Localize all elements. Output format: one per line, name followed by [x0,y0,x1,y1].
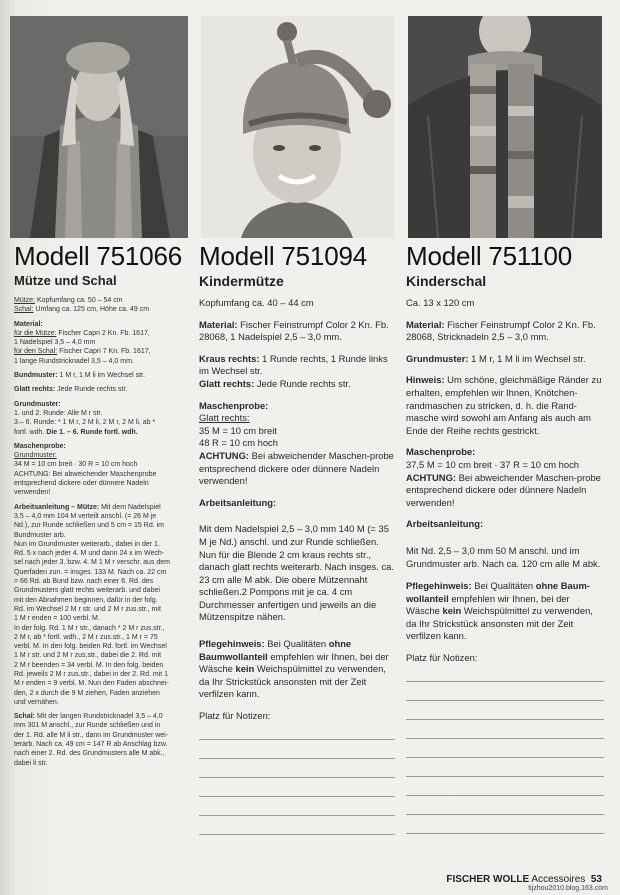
model-title: Modell 751066 [14,241,182,271]
anleitung-line: 2 M r beenden = 34 verbl. M. In den folg. beiden [14,661,164,669]
material-hat-label: für die Mütze: [14,329,57,337]
grundmuster-line3: fortl. wdh. [14,428,47,436]
footer-brand: FISCHER WOLLE [446,874,530,885]
anleitung-line: In der folg. Rd. 1 M r str., danach * 2 M r zus.str., [14,624,165,632]
probe-gauge: 37,5 M = 10 cm breit · 37 R = 10 cm hoch [406,458,579,470]
bundmuster-text: 1 M r, 1 M li im Wechsel str. [57,372,145,380]
schal-line: der 1. Rd. alle M li str., dann im Grundmuster wei- [14,731,169,739]
column-model-751100 [406,241,604,834]
pflege-label: Pflegehinweis: [406,580,472,592]
notes-label: Platz für Notizen: [199,710,271,722]
anleitung-muetze [14,503,192,708]
probe-label: Maschenprobe: [14,442,66,450]
pflege-label: Pflegehinweis: [199,638,265,650]
pflege-b2: kein [442,605,462,617]
grundmuster-text: 1 M r, 1 M li im Wechsel str. [468,352,586,364]
pflege-t2: empfehlen wir Ihnen, bei der Wäsche [406,592,570,617]
grundmuster-line2: 3.– 6. Runde: * 1 M r, 2 M li, 2 M r, 2 M li, ab * [14,419,156,427]
notes-line[interactable] [406,757,604,758]
anleitung-line: und vernähen. [14,698,59,706]
grundmuster-info [406,353,604,366]
notes-line[interactable] [199,739,395,740]
anleitung-line: M r enden = 9 verbl. M. Nun den Faden abschnei- [14,680,169,688]
model-subtitle: Kindermütze [199,273,284,289]
anleitung-text: Mit dem Nadelspiel 2,5 – 3,0 mm 140 M (= 35 M je Nd.) anschl. und zur Runde schließen. Nun für die Blende 2 cm kraus rechts str., danach glatt rechts weiterarb. Nach insges. ca. 23 cm alle M abk. Die obere Mützennaht schließen.2 Pompons mit je ca. 4 cm Durchmesser anfertigen und jeweils an die Mützenspitze nähen. [199,523,394,623]
grundmuster-label: Grundmuster: [14,400,61,408]
grundmuster-repeat: Die 1. – 6. Runde fortl. wdh. [46,428,138,436]
anleitung-line: Rd. 5 x nach jeder 4. M und dann 24 x im Wech- [14,550,165,558]
notes-line[interactable] [199,777,395,778]
probe-info [199,400,395,488]
pflege-t3: Weichspülmittel zu verwenden, da Ihr Strickstück ansonsten mit der Zeit verfilzen kann. [199,663,386,700]
material-scarf-needles: 1 lange Rundstricknadel 3,5 – 4,0 mm. [14,357,134,365]
grundmuster-label: Grundmuster: [406,352,469,364]
hinweis-label: Hinweis: [406,374,445,386]
size-info: Ca. 13 x 120 cm [406,297,475,308]
material-info [14,320,192,366]
schal-line: Mit der langen Rundstricknadel 3,5 – 4,0 [35,713,163,721]
anleitung-line: Mit dem Nadelspiel [99,503,161,511]
notes-line[interactable] [199,796,395,797]
glatt-info [14,385,192,394]
photo-child-hat [201,16,394,238]
probe-width: 35 M = 10 cm breit [199,424,277,436]
model-title: Modell 751094 [199,241,367,271]
material-info [199,319,395,344]
size-info [14,296,192,315]
anleitung-line: 2 M r, ab * fortl. wdh., 2 M r zus.str., 1 M r = 75 [14,633,158,641]
material-scarf-label: für den Schal: [14,348,58,356]
anleitung-schal [14,712,192,768]
schal-label: Schal: [14,713,36,721]
notes-line[interactable] [406,814,604,815]
hinweis-info [406,374,604,437]
anleitung-line: Querfaden zun. = insges. 133 M. Nach ca. 22 cm [14,568,167,576]
model-subtitle: Kinderschal [406,273,487,289]
anleitung-line: Nd.), zur Runde schließen und 5 cm = 15 Rd. im [14,522,164,530]
notes-line[interactable] [199,758,395,759]
size-label-scarf: Schal: [14,306,34,314]
pflege-info [199,638,395,701]
anleitung-line: Bundmuster arb. [14,531,66,539]
probe-gauge: 34 M = 10 cm breit · 30 R = 10 cm hoch [14,461,138,469]
notes-line[interactable] [406,681,604,682]
pflege-t1: Bei Qualitäten [471,580,536,592]
anleitung-line: 1 M r enden = 100 verbl. M. [14,615,100,623]
anleitung-line: Nun im Grundmuster weiterarb., dabei in der 1. [14,540,160,548]
probe-warning-3: verwenden! [14,489,51,497]
probe-warning: Bei abweichender Maschen-probe entsprechend dickere oder dünnere Nadeln verwenden! [406,471,601,508]
anleitung-label [199,497,395,510]
probe-warning-1: ACHTUNG: Bei abweichender Maschenprobe [14,470,157,478]
notes-line[interactable] [406,719,604,720]
pflege-t1: Bei Qualitäten [264,638,329,650]
probe-warning: Bei abweichender Maschen-probe entsprechend dickere oder dünnere Nadeln verwenden! [199,449,394,487]
page-number: 53 [590,874,602,885]
schal-line: terarb. Nach ca. 49 cm = 147 R ab Anschlag bzw. [14,741,168,749]
pflege-info [406,580,604,643]
probe-pattern: Grundmuster: [14,452,57,460]
notes-line[interactable] [406,795,604,796]
glatt-label: Glatt rechts: [199,377,255,389]
probe-label: Maschenprobe: [199,399,269,411]
size-label-hat: Mütze: [14,297,36,304]
page-footer [446,874,602,885]
footer-section: Accessoires [529,874,586,885]
bundmuster-info [14,371,192,380]
glatt-text: Jede Runde rechts str. [55,386,128,394]
anleitung-line: den, 2 x durch die 9 M ziehen, Faden anziehen [14,689,160,697]
pflege-b1: ohne Baumwollanteil [199,638,352,662]
grundmuster-info [14,400,192,437]
anleitung-line: = 66 Rd. ab Bund bzw. nach einer 6. Rd. des [14,578,154,586]
kraus-label: Kraus rechts: [199,352,260,364]
probe-height: 48 R = 10 cm hoch [199,437,278,449]
anleitung-line: Grundmusters glatt rechts weiterarb. und dabei [14,587,160,595]
watermark: tijzhou2010.blog.163.com [528,885,608,892]
probe-achtung: ACHTUNG: [199,449,249,461]
schal-line: dabei li str. [14,759,48,767]
probe-label: Maschenprobe: [406,446,476,458]
anleitung-line: 3,5 – 4,0 mm 104 M verteilt anschl. (= 26 M je [14,512,157,520]
anleitung-label [406,518,604,531]
model-title: Modell 751100 [406,241,573,271]
stitch-info [199,353,395,391]
notes-line[interactable] [406,700,604,701]
photo-child-scarf-image [408,16,602,238]
pflege-b2: kein [235,663,255,675]
probe-warning-2: entsprechend dickere oder dünnere Nadeln [14,480,149,488]
size-info: Kopfumfang ca. 40 – 44 cm [199,297,314,308]
material-info [406,319,604,344]
material-label: Material: [14,320,43,328]
notes-line[interactable] [199,834,395,835]
material-hat-text: Fischer Capri 2 Kn. Fb. 1617, [56,329,150,337]
notes-line[interactable] [406,738,604,739]
anleitung-text: Mit Nd. 2,5 – 3,0 mm 50 M anschl. und im Grundmuster arb. Nach ca. 120 cm alle M abk. [406,544,601,569]
anleitung-label-text: Arbeitsanleitung: [406,518,484,530]
photo-child-hat-image [201,16,394,238]
anleitung-line: Rd. im Wechsel 2 M r str. und 2 M r zus.str., mit [14,605,161,613]
material-hat-needles: 1 Nadelspiel 3,5 – 4,0 mm [14,339,96,347]
pflege-b1: ohne Baum-wollanteil [406,580,590,604]
column-model-751066 [14,241,192,773]
material-scarf-text: Fischer Capri 7 Kn. Fb. 1617, [57,348,151,356]
hinweis-text: Um schöne, gleichmäßige Ränder zu erhalten, empfehlen wir Ihnen, Knötchen-randmaschen zu stricken, d. h. die Rand-masche wird sowohl am Anfang als auch am Ende der Reihe rechts gestrickt. [406,374,602,436]
notes-line[interactable] [406,833,604,834]
material-text: Fischer Feinstrumpf Color 2 Kn. Fb. 28068, Stricknadeln 2,5 – 3,0 mm. [406,318,596,343]
probe-info [14,442,192,498]
material-text: Fischer Feinstrumpf Color 2 Kn. Fb. 28068, 1 Nadelspiel 2,5 – 3,0 mm. [199,318,389,343]
anleitung-line: sel nach jeder 3. bzw. 4. M 1 M r verschr. aus dem [14,559,171,567]
model-subtitle: Mütze und Schal [14,273,117,288]
schal-line: mm 301 M anschl., zur Runde schließen und in [14,722,161,730]
photo-woman-hat-scarf-image [10,16,188,238]
anleitung-line: verbl. M. In den folg. beiden Rd. fortl. im Wechsel [14,643,167,651]
anleitung-line: Rd. jeweils 2 M r zus.str., dabei in der 2. Rd. mit 1 [14,670,169,678]
probe-achtung: ACHTUNG: [406,471,456,483]
pflege-t2: empfehlen wir Ihnen, bei der Wäsche [199,650,389,675]
anleitung-label: Arbeitsanleitung – Mütze: [14,503,100,511]
photo-woman-hat-scarf [10,16,188,238]
size-text-hat: Kopfumfang ca. 50 – 54 cm [35,297,123,304]
kraus-text: 1 Runde rechts, 1 Runde links im Wechsel str. [199,352,388,377]
pflege-t3: Weichspülmittel zu verwenden, da Ihr Strickstück ansonsten mit der Zeit verfilzen kann. [406,605,593,642]
size-text-scarf: Umfang ca. 125 cm, Höhe ca. 49 cm [33,306,150,314]
grundmuster-line1: 1. und 2. Runde: Alle M r str. [14,409,103,417]
column-model-751094 [199,241,395,835]
anleitung-label-text: Arbeitsanleitung: [199,496,277,508]
anleitung-line: 1 M r str. und 2 M r zus.str., dabei die 2. Rd. mit [14,652,162,660]
anleitung-line: mit den Abnahmen beginnen, dafür in der folg. [14,596,158,604]
notes-label: Platz für Notizen: [406,652,478,664]
photo-child-scarf [408,16,602,238]
bundmuster-label: Bundmuster: [14,372,58,380]
glatt-text: Jede Runde rechts str. [254,377,351,389]
material-label: Material: [406,318,445,330]
notes-line[interactable] [406,776,604,777]
material-label: Material: [199,318,238,330]
glatt-label: Glatt rechts: [14,386,56,394]
schal-line: nach einer 2. Rd. des Grundmusters alle M abk., [14,750,165,758]
probe-info [406,446,604,509]
notes-line[interactable] [199,815,395,816]
probe-pattern: Glatt rechts: [199,412,250,424]
